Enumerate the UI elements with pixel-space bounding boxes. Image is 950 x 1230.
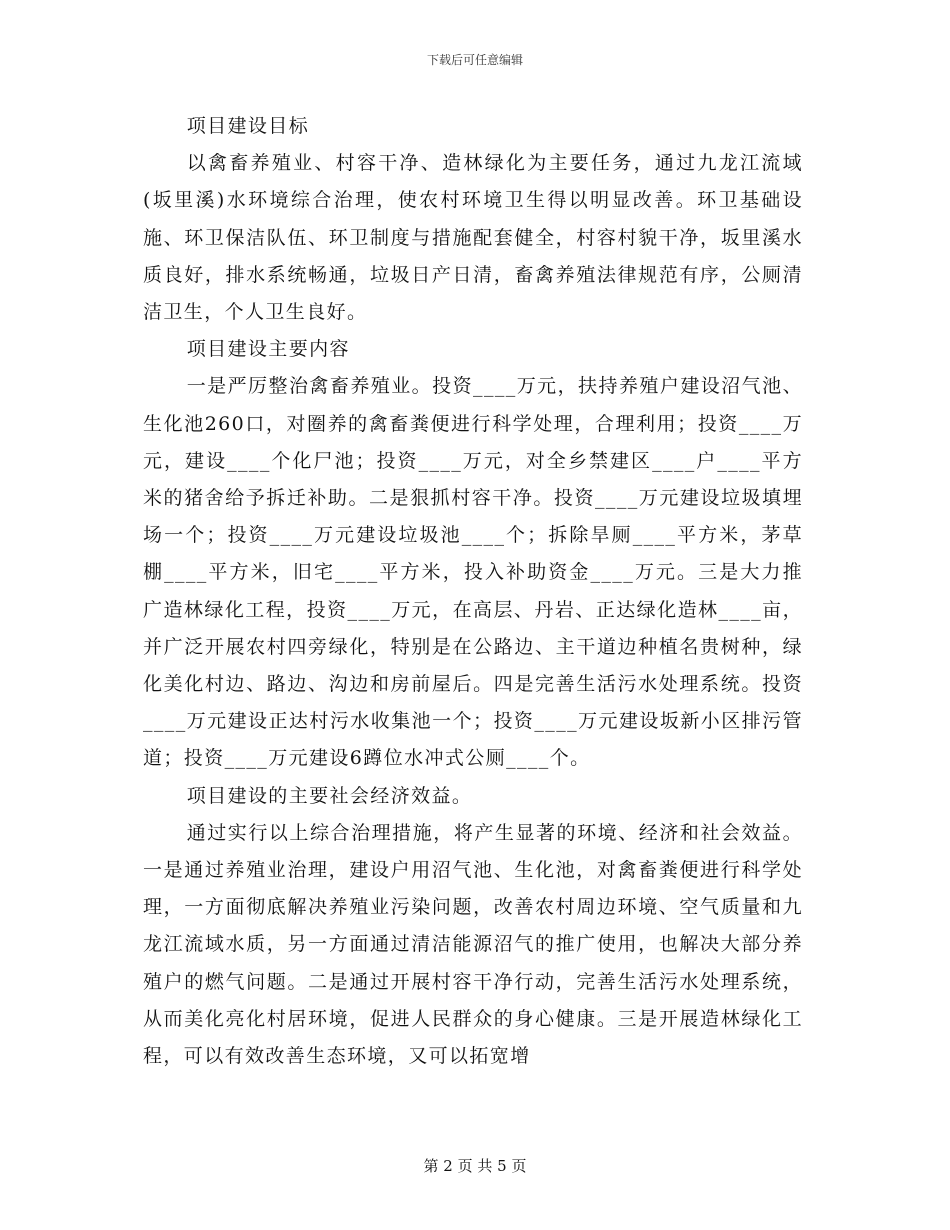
paragraph-project-goal: 以禽畜养殖业、村容干净、造林绿化为主要任务，通过九龙江流域(坂里溪)水环境综合治理，使农村环境卫生得以明显改善。环卫基础设施、环卫保洁队伍、环卫制度与措施配套健全，村容村貌干净，坂里溪水质良好，排水系统畅通，垃圾日产日清，畜禽养殖法律规范有序，公厕清洁卫生，个人卫生良好。 [143, 152, 803, 324]
document-body [143, 108, 803, 1075]
heading-project-goal: 项目建设目标 [186, 115, 310, 137]
paragraph-project-benefit: 通过实行以上综合治理措施，将产生显著的环境、经济和社会效益。一是通过养殖业治理，建设户用沼气池、生化池，对禽畜粪便进行科学处理，一方面彻底解决养殖业污染问题，改善农村周边环境、空气质量和九龙江流域水质，另一方面通过清洁能源沼气的推广使用，也解决大部分养殖户的燃气问题。二是通过开展村容干净行动，完善生活污水处理系统，从而美化亮化村居环境，促进人民群众的身心健康。三是开展造林绿化工程，可以有效改善生态环境，又可以拓宽增 [143, 821, 803, 1068]
paragraph-project-content: 一是严厉整治禽畜养殖业。投资____万元，扶持养殖户建设沼气池、生化池260口，对圈养的禽畜粪便进行科学处理，合理利用；投资____万元，建设____个化尸池；投资____万元，对全乡禁建区____户____平方米的猪舍给予拆迁补助。二是狠抓村容干净。投资____万元建设垃圾填埋场一个；投资____万元建设垃圾池____个；拆除旱厕____平方米，茅草棚____平方米，旧宅____平方米，投入补助资金____万元。三是大力推广造林绿化工程，投资____万元，在高层、丹岩、正达绿化造林____亩，并广泛开展农村四旁绿化，特别是在公路边、主干道边种植名贵树种，绿化美化村边、路边、沟边和房前屋后。四是完善生活污水处理系统。投资____万元建设正达村污水收集池一个；投资____万元建设坂新小区排污管道；投资____万元建设6蹲位水冲式公厕____个。 [143, 375, 803, 770]
heading-project-content: 项目建设主要内容 [186, 338, 350, 361]
page-number-footer: 第 2 页 共 5 页 [423, 1157, 527, 1175]
heading-project-benefit: 项目建设的主要社会经济效益。 [186, 784, 473, 807]
page-header-note: 下载后可任意编辑 [426, 53, 523, 67]
